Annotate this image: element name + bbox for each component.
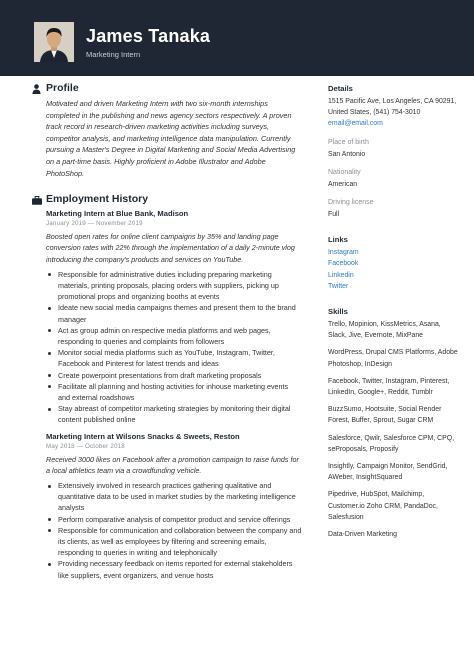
list-item: Providing necessary feedback on items reported for external stakeholders like suppliers, event organizers, and venue hosts (46, 558, 302, 580)
list-item: Extensively involved in research practices gathering qualitative and quantitative data to be used in market studies by the marketing intelligence analysts (46, 480, 302, 514)
list-item: Create powerpoint presentations from draft marketing proposals (46, 370, 302, 381)
profile-title: Profile (46, 82, 79, 94)
candidate-name: James Tanaka (86, 26, 211, 46)
employment-title: Employment History (46, 193, 149, 206)
details-heading: Details (328, 84, 353, 93)
link-facebook[interactable]: Facebook (328, 260, 359, 268)
job-entry (30, 209, 302, 425)
driving-license: Full (328, 211, 340, 219)
skill-item: Facebook, Twitter, Instagram, Pinterest, LinkedIn, Google+, Reddit, Tumblr (328, 377, 450, 396)
place-of-birth-label: Place of birth (328, 139, 369, 146)
job-dates: January 2019 — November 2019 (46, 220, 143, 228)
job-summary: Received 3000 likes on Facebook after a promotion campaign to raise funds for a local athletics team via a crowdfunding vehicle. (46, 454, 299, 475)
person-icon (32, 83, 41, 93)
job-bullets (46, 269, 302, 426)
job-entry (30, 432, 302, 581)
nationality: American (328, 181, 358, 189)
candidate-role: Marketing Intern (86, 50, 141, 59)
list-item: Monitor social media platforms such as YouTube, Instagram, Twitter, Facebook and Pinterest for latest trends and ideas (46, 347, 302, 369)
driving-license-label: Driving license (328, 199, 374, 207)
resume-header (0, 0, 474, 76)
job-title: Marketing Intern at Blue Bank, Madison (46, 209, 189, 219)
job-summary: Boosted open rates for online client campaigns by 35% and landing page conversion rates with 22% through the implementation of a daily 2-minute vlog introducing the company's products and services on YouTube. (46, 232, 295, 264)
skill-item: Trello, Mopinion, KissMetrics, Asana, Slack, Jive, Evernote, MixPane (328, 320, 441, 340)
job-bullets (46, 480, 302, 581)
list-item: Facilitate all planning and hosting activities for inhouse marketing events and external roadshows (46, 381, 302, 403)
briefcase-icon (32, 194, 41, 204)
main-column (30, 80, 302, 581)
skill-item: WordPress, Drupal CMS Platforms, Adobe Photoshop, InDesign (328, 349, 458, 368)
list-item: Responsible for administrative duties including preparing marketing materials, printing proposals, placing orders with suppliers, picking up promotional props and organizing booths at events (46, 269, 302, 303)
list-item: Act as group admin on respective media platforms and web pages, responding to queries and complaints from followers (46, 325, 302, 347)
profile-heading (30, 80, 302, 96)
sidebar (328, 84, 460, 546)
nationality-label: Nationality (328, 169, 361, 177)
job-title: Marketing Intern at Wilsons Snacks & Sweets, Reston (46, 431, 240, 441)
link-instagram[interactable]: Instagram (328, 248, 359, 256)
job-dates: May 2018 — October 2018 (46, 442, 125, 450)
link-twitter[interactable]: Twitter (328, 283, 349, 291)
address: 1515 Pacific Ave, Los Angeles, CA 90291, United States, (541) 754-3010 (328, 98, 457, 117)
skill-item: Pipedrive, HubSpot, Mailchimp, Customer.io Zoho CRM, PandaDoc, Salesfusion (328, 491, 438, 521)
skill-item: Insightly, Campaign Monitor, SendGrid, AWeber, InsightSquared (328, 463, 448, 482)
employment-heading (30, 191, 302, 207)
skill-item: BuzzSumo, Hootsuite, Social Render Forest, Buffer, Sprout, Sugar CRM (328, 406, 442, 425)
links-heading: Links (328, 234, 348, 244)
list-item: Stay abreast of competitor marketing strategies by monitoring their digital content published online (46, 403, 302, 425)
link-linkedin[interactable]: Linkedin (328, 271, 354, 279)
skill-item: Data-Driven Marketing (328, 531, 397, 539)
profile-photo (34, 22, 74, 62)
skills-heading: Skills (328, 306, 348, 316)
email-link[interactable]: email@email.com (328, 120, 383, 128)
list-item: Perform comparative analysis of competitor product and service offerings (46, 514, 302, 525)
place-of-birth: San Antonio (328, 151, 366, 158)
profile-summary: Motivated and driven Marketing Intern with two six-month internships completed in the publishing and news agency sectors respectively. A proven track record in research-driven marketing activities including surveys, competitor analysis, and marketing intelligence data manipulation. Currently pursuing a Master's Degree in Digital Marketing and Social Media Advertising on a part-time basis. Highly proficient in Adobe Illustrator and Adobe PhotoShop. (46, 99, 296, 178)
list-item: Ideate new social media campaigns themes and present them to the brand manager (46, 302, 302, 324)
list-item: Responsible for communication and collaboration between the company and its clients, as well as employees by filtering and screening emails, responding to queries in writing and telephonically (46, 525, 302, 559)
skill-item: Salesforce, Qwilr, Salesforce CPM, CPQ, seProposals, Proposify (328, 434, 454, 453)
